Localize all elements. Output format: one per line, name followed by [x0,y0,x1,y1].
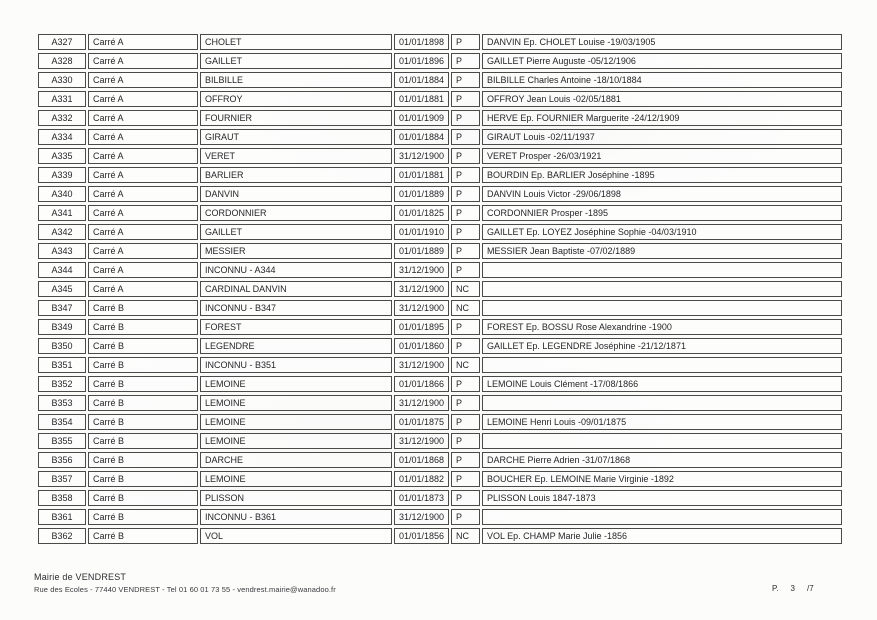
cell-square: Carré B [88,319,198,335]
cell-name: LEMOINE [200,471,392,487]
cell-status: P [451,167,480,183]
cell-status: NC [451,300,480,316]
cell-square: Carré A [88,262,198,278]
cell-date: 01/01/1895 [394,319,449,335]
cell-date: 31/12/1900 [394,148,449,164]
cell-name: MESSIER [200,243,392,259]
cell-status: P [451,148,480,164]
cell-date: 31/12/1900 [394,262,449,278]
cell-concession-id: B349 [38,319,86,335]
cell-date: 01/01/1868 [394,452,449,468]
cell-concession-id: A339 [38,167,86,183]
cell-date: 01/01/1884 [394,72,449,88]
cell-details: PLISSON Louis 1847-1873 [482,490,842,506]
cell-square: Carré A [88,34,198,50]
cell-status: P [451,53,480,69]
cell-status: P [451,490,480,506]
cell-square: Carré B [88,490,198,506]
cell-date: 01/01/1898 [394,34,449,50]
cell-name: BILBILLE [200,72,392,88]
cell-status: P [451,319,480,335]
cell-square: Carré A [88,224,198,240]
table-row [38,34,842,50]
cell-concession-id: B361 [38,509,86,525]
cell-details: VOL Ep. CHAMP Marie Julie -1856 [482,528,842,544]
cell-status: P [451,129,480,145]
cell-date: 01/01/1889 [394,186,449,202]
table-row [38,243,842,259]
cell-square: Carré A [88,91,198,107]
footer [34,572,336,594]
cell-concession-id: B352 [38,376,86,392]
cell-details [482,281,842,297]
cell-name: FOREST [200,319,392,335]
cell-status: P [451,34,480,50]
cell-date: 01/01/1860 [394,338,449,354]
cell-details: DANVIN Ep. CHOLET Louise -19/03/1905 [482,34,842,50]
cell-concession-id: A345 [38,281,86,297]
cell-concession-id: B354 [38,414,86,430]
table-row [38,148,842,164]
cell-status: P [451,110,480,126]
cell-name: INCONNU - A344 [200,262,392,278]
cell-status: P [451,414,480,430]
cell-date: 31/12/1900 [394,433,449,449]
table-row [38,357,842,373]
cell-details: BOURDIN Ep. BARLIER Joséphine -1895 [482,167,842,183]
cell-square: Carré B [88,414,198,430]
cell-square: Carré A [88,281,198,297]
cell-concession-id: A332 [38,110,86,126]
cell-name: LEMOINE [200,414,392,430]
cell-concession-id: B350 [38,338,86,354]
cell-details: DARCHE Pierre Adrien -31/07/1868 [482,452,842,468]
table-row [38,262,842,278]
cell-date: 01/01/1881 [394,167,449,183]
cell-square: Carré A [88,53,198,69]
cell-square: Carré B [88,452,198,468]
cell-concession-id: B347 [38,300,86,316]
cell-name: INCONNU - B347 [200,300,392,316]
page-number-indicator [772,584,814,593]
table-row [38,129,842,145]
cell-date: 01/01/1884 [394,129,449,145]
cell-details: GIRAUT Louis -02/11/1937 [482,129,842,145]
cell-details: HERVE Ep. FOURNIER Marguerite -24/12/1909 [482,110,842,126]
registry-table-body [38,34,842,544]
cell-date: 01/01/1909 [394,110,449,126]
cell-square: Carré B [88,338,198,354]
table-row [38,110,842,126]
cell-date: 31/12/1900 [394,300,449,316]
cell-square: Carré A [88,186,198,202]
cell-status: P [451,224,480,240]
cell-date: 01/01/1825 [394,205,449,221]
cell-status: P [451,91,480,107]
cell-details: GAILLET Ep. LOYEZ Joséphine Sophie -04/03/1910 [482,224,842,240]
cell-square: Carré A [88,167,198,183]
cell-name: VOL [200,528,392,544]
table-row [38,319,842,335]
cell-date: 01/01/1889 [394,243,449,259]
cell-name: PLISSON [200,490,392,506]
concession-registry-table [36,31,844,547]
cell-name: LEMOINE [200,395,392,411]
cell-name: VERET [200,148,392,164]
table-row [38,509,842,525]
cell-concession-id: A328 [38,53,86,69]
cell-name: FOURNIER [200,110,392,126]
cell-square: Carré B [88,509,198,525]
cell-status: P [451,452,480,468]
cell-name: DARCHE [200,452,392,468]
table-row [38,471,842,487]
cell-name: GIRAUT [200,129,392,145]
table-row [38,186,842,202]
cell-status: P [451,433,480,449]
cell-date: 01/01/1882 [394,471,449,487]
cell-concession-id: A344 [38,262,86,278]
table-row [38,395,842,411]
table-row [38,167,842,183]
table-row [38,528,842,544]
cell-details: BOUCHER Ep. LEMOINE Marie Virginie -1892 [482,471,842,487]
table-row [38,91,842,107]
cell-date: 01/01/1856 [394,528,449,544]
cell-details: MESSIER Jean Baptiste -07/02/1889 [482,243,842,259]
cell-details: GAILLET Pierre Auguste -05/12/1906 [482,53,842,69]
cell-concession-id: A330 [38,72,86,88]
cell-name: LEGENDRE [200,338,392,354]
cell-name: LEMOINE [200,433,392,449]
cell-details: OFFROY Jean Louis -02/05/1881 [482,91,842,107]
cell-square: Carré A [88,72,198,88]
cell-name: GAILLET [200,224,392,240]
cell-details [482,433,842,449]
cell-square: Carré B [88,300,198,316]
cell-status: P [451,509,480,525]
cell-concession-id: B353 [38,395,86,411]
cell-date: 31/12/1900 [394,509,449,525]
cell-concession-id: B357 [38,471,86,487]
page-label: P. [772,584,779,593]
cell-status: P [451,243,480,259]
cell-name: LEMOINE [200,376,392,392]
cell-details: GAILLET Ep. LEGENDRE Joséphine -21/12/1871 [482,338,842,354]
cell-concession-id: A342 [38,224,86,240]
cell-concession-id: B358 [38,490,86,506]
cell-name: BARLIER [200,167,392,183]
cell-status: P [451,205,480,221]
cell-square: Carré A [88,110,198,126]
cell-details: BILBILLE Charles Antoine -18/10/1884 [482,72,842,88]
cell-square: Carré B [88,376,198,392]
table-row [38,205,842,221]
cell-date: 31/12/1900 [394,357,449,373]
cell-status: NC [451,528,480,544]
cell-square: Carré A [88,148,198,164]
cell-status: P [451,72,480,88]
cell-square: Carré A [88,243,198,259]
cell-details: CORDONNIER Prosper -1895 [482,205,842,221]
cell-concession-id: B362 [38,528,86,544]
cell-square: Carré A [88,205,198,221]
cell-date: 01/01/1881 [394,91,449,107]
cell-concession-id: A341 [38,205,86,221]
cell-details: FOREST Ep. BOSSU Rose Alexandrine -1900 [482,319,842,335]
cell-square: Carré B [88,433,198,449]
cell-concession-id: A340 [38,186,86,202]
cell-details: VERET Prosper -26/03/1921 [482,148,842,164]
table-row [38,224,842,240]
cell-details [482,300,842,316]
cell-status: P [451,338,480,354]
cell-details: DANVIN Louis Victor -29/06/1898 [482,186,842,202]
cell-concession-id: A327 [38,34,86,50]
cell-date: 01/01/1910 [394,224,449,240]
cell-details [482,357,842,373]
cell-concession-id: A343 [38,243,86,259]
table-row [38,376,842,392]
cell-name: CARDINAL DANVIN [200,281,392,297]
cell-date: 01/01/1875 [394,414,449,430]
cell-name: INCONNU - B351 [200,357,392,373]
cell-date: 01/01/1896 [394,53,449,69]
cell-date: 31/12/1900 [394,395,449,411]
table-row [38,53,842,69]
page-number: 3 [790,584,795,593]
cell-concession-id: B351 [38,357,86,373]
cell-status: NC [451,281,480,297]
cell-concession-id: A331 [38,91,86,107]
cell-concession-id: A334 [38,129,86,145]
cell-status: P [451,471,480,487]
cell-status: P [451,262,480,278]
table-row [38,281,842,297]
table-row [38,433,842,449]
cell-details [482,509,842,525]
cell-concession-id: B355 [38,433,86,449]
cell-name: GAILLET [200,53,392,69]
cell-status: P [451,395,480,411]
cell-details: LEMOINE Louis Clément -17/08/1866 [482,376,842,392]
cell-name: CHOLET [200,34,392,50]
table-row [38,72,842,88]
cell-details [482,262,842,278]
cell-details: LEMOINE Henri Louis -09/01/1875 [482,414,842,430]
cell-date: 31/12/1900 [394,281,449,297]
table-row [38,338,842,354]
cell-name: CORDONNIER [200,205,392,221]
table-row [38,414,842,430]
cell-date: 01/01/1873 [394,490,449,506]
cell-square: Carré B [88,528,198,544]
footer-address-line: Rue des Ecoles - 77440 VENDREST - Tel 01 60 01 73 55 - vendrest.mairie@wanadoo.fr [34,585,336,594]
cell-name: DANVIN [200,186,392,202]
cell-concession-id: B356 [38,452,86,468]
cell-square: Carré B [88,395,198,411]
table-row [38,300,842,316]
cell-status: P [451,186,480,202]
table-row [38,452,842,468]
table-row [38,490,842,506]
footer-org-name: Mairie de VENDREST [34,572,127,582]
cell-square: Carré A [88,129,198,145]
cell-details [482,395,842,411]
cell-date: 01/01/1866 [394,376,449,392]
cell-status: NC [451,357,480,373]
cell-square: Carré B [88,471,198,487]
page-total: /7 [806,584,814,593]
cell-name: INCONNU - B361 [200,509,392,525]
cell-concession-id: A335 [38,148,86,164]
cell-name: OFFROY [200,91,392,107]
cell-status: P [451,376,480,392]
cell-square: Carré B [88,357,198,373]
